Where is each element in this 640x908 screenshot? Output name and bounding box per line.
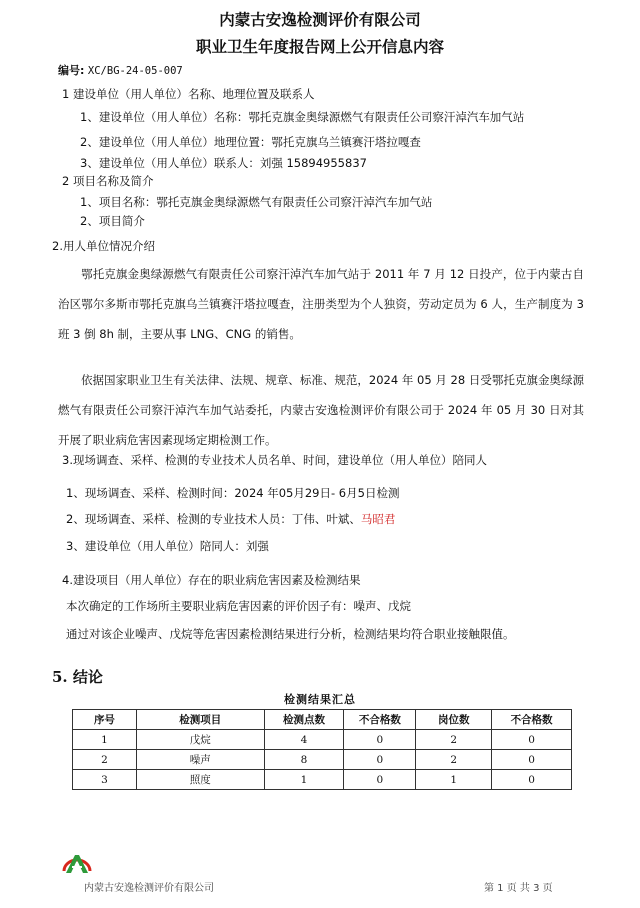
- doc-no-label: 编号:: [58, 64, 85, 77]
- results-table: [72, 709, 572, 790]
- table-cell: 照度: [136, 770, 264, 790]
- column-header: 检测项目: [136, 710, 264, 730]
- section1-item: 3、建设单位（用人单位）联系人：刘强 15894955837: [80, 156, 367, 170]
- section3-item-escort: 3、建设单位（用人单位）陪同人：刘强: [66, 539, 269, 553]
- column-header: 序号: [73, 710, 137, 730]
- section3-item-staff: [66, 511, 395, 527]
- report-title: 职业卫生年度报告网上公开信息内容: [195, 37, 444, 56]
- table-cell: 2: [73, 750, 137, 770]
- column-header: 检测点数: [264, 710, 344, 730]
- table-cell: 8: [264, 750, 344, 770]
- section1-heading: 1 建设单位（用人单位）名称、地理位置及联系人: [62, 87, 315, 101]
- table-cell: 戊烷: [136, 730, 264, 750]
- column-header: 不合格数: [344, 710, 416, 730]
- section4-heading: 4.建设项目（用人单位）存在的职业病危害因素及检测结果: [62, 573, 361, 587]
- table-cell: 1: [73, 730, 137, 750]
- section1-item: 1、建设单位（用人单位）名称：鄂托克旗金奥绿源燃气有限责任公司察汗淖汽车加气站: [80, 110, 525, 124]
- table-cell: 噪声: [136, 750, 264, 770]
- doc-no-value: XC/BG-24-05-007: [87, 65, 183, 77]
- company-logo-icon: [60, 849, 94, 877]
- table-cell: 1: [416, 770, 492, 790]
- table-cell: 0: [492, 730, 572, 750]
- table-cell: 3: [73, 770, 137, 790]
- table-cell: 1: [264, 770, 344, 790]
- section2-heading: 2.用人单位情况介绍: [52, 239, 155, 253]
- section1-item: 2、建设单位（用人单位）地理位置：鄂托克旗乌兰镇赛汗塔拉嘎查: [80, 135, 421, 149]
- highlighted-staff-name: 马昭君: [360, 512, 396, 526]
- page-number: 第 1 页 共 3 页: [484, 883, 553, 894]
- column-header: 不合格数: [492, 710, 572, 730]
- table-row: [73, 730, 572, 750]
- table-cell: 4: [264, 730, 344, 750]
- staff-names: 2、现场调查、采样、检测的专业技术人员：丁伟、叶斌、: [66, 512, 361, 526]
- section4-factors: 本次确定的工作场所主要职业病危害因素的评价因子有：噪声、戊烷: [66, 599, 411, 613]
- section1b-heading: 2 项目名称及简介: [62, 174, 154, 188]
- table-cell: 0: [492, 770, 572, 790]
- table-cell: 0: [344, 750, 416, 770]
- table-cell: 0: [344, 730, 416, 750]
- section1b-item: 2、项目简介: [80, 214, 145, 228]
- section3-heading: 3.现场调查、采样、检测的专业技术人员名单、时间，建设单位（用人单位）陪同人: [62, 453, 487, 467]
- document-number: [58, 62, 183, 78]
- section3-item-time: 1、现场调查、采样、检测时间：2024 年05月29日- 6月5日检测: [66, 486, 400, 500]
- section5-heading: 5. 结论: [52, 668, 103, 686]
- footer-company: 内蒙古安逸检测评价有限公司: [84, 883, 214, 894]
- section2-paragraph-2: [58, 365, 584, 455]
- company-title: 内蒙古安逸检测评价有限公司: [219, 10, 421, 29]
- section2-paragraph-1: [58, 259, 584, 349]
- table-cell: 2: [416, 750, 492, 770]
- table-cell: 0: [344, 770, 416, 790]
- paragraph-text: 鄂托克旗金奥绿源燃气有限责任公司察汗淖汽车加气站于 2011 年 7 月 12 日投产，位于内蒙古自治区鄂尔多斯市鄂托克旗乌兰镇赛汗塔拉嘎查，注册类型为个人独资，劳动定员为 6 人，生产制度为 3 班 3 倒 8h 制，主要从事 LNG、CNG 的销售。: [58, 267, 584, 341]
- table-row: [73, 770, 572, 790]
- table-caption: 检测结果汇总: [284, 693, 356, 706]
- section4-conclusion: 通过对该企业噪声、戊烷等危害因素检测结果进行分析，检测结果均符合职业接触限值。: [66, 627, 515, 641]
- table-header-row: [73, 710, 572, 730]
- column-header: 岗位数: [416, 710, 492, 730]
- table-cell: 0: [492, 750, 572, 770]
- table-cell: 2: [416, 730, 492, 750]
- section1b-item: 1、项目名称：鄂托克旗金奥绿源燃气有限责任公司察汗淖汽车加气站: [80, 195, 433, 209]
- paragraph-text: 依据国家职业卫生有关法律、法规、规章、标准、规范，2024 年 05 月 28 日受鄂托克旗金奥绿源燃气有限责任公司察汗淖汽车加气站委托，内蒙古安逸检测评价有限公司于 2024 年 05 月 30 日对其开展了职业病危害因素现场定期检测工作。: [58, 373, 584, 447]
- table-row: [73, 750, 572, 770]
